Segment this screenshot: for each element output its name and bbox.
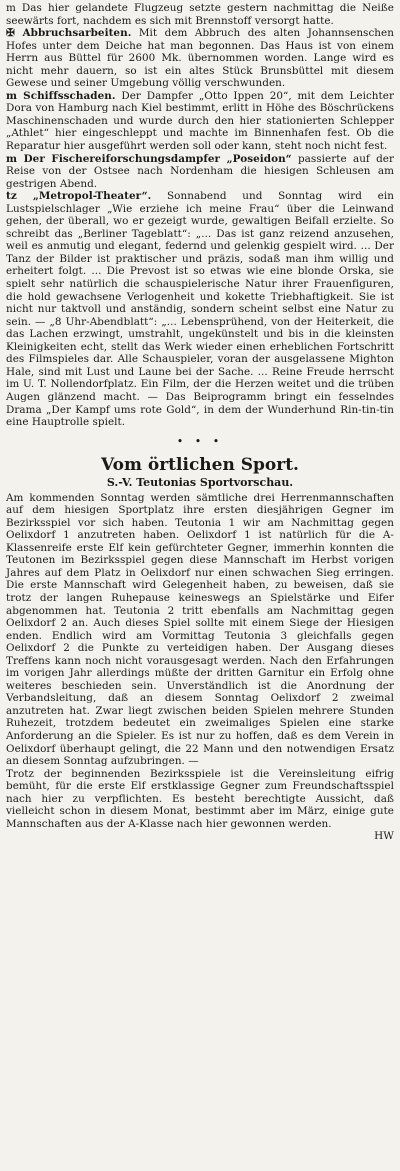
- news-item-text: m Das hier gelandete Flugzeug setzte gestern nachmittag die Neiße seewärts fort, nachdem es sich mit Brennstoff versorgt hatte.: [6, 2, 394, 27]
- news-item-flugzeug: [6, 2, 394, 27]
- newspaper-column: [6, 0, 394, 843]
- news-item-metropol: [6, 190, 394, 428]
- news-item-text: Der Dampfer „Otto Ippen 20“, mit dem Leichter Dora von Hamburg nach Kiel bestimmt, erlitt in Höhe des Böschrückens Maschinenschaden und wurde durch den hier stationierten Schlepper „Athlet“ hier eingeschleppt und machte im Binnenhafen fest. Ob die Reparatur hier ausgeführt werden soll oder kann, steht noch nicht fest.: [6, 89, 394, 153]
- news-item-abbruch: [6, 27, 394, 90]
- news-item-text: Mit dem Abbruch des alten Johannsenschen Hofes unter dem Deiche hat man begonnen. Das Haus ist von einem Herrn aus Büttel für 2600 Mk. übernommen worden. Lange wird es nicht mehr dauern, so ist ein altes Stück Brunsbüttel mit diesem Gewese und seiner Umgebung völlig verschwunden.: [6, 27, 394, 90]
- section-divider: • • •: [176, 434, 224, 448]
- news-item-heading: ✠ Abbruchsarbeiten.: [6, 27, 132, 40]
- sport-paragraph-1: Am kommenden Sonntag werden sämtliche drei Herrenmannschaften auf dem hiesigen Sportplatz ihre ersten diesjährigen Gegner im Bezirksspiel vor sich haben. Teutonia 1 wir am Nachmittag gegen Oelixdorf 1 anzutreten haben. Oelixdorf 1 ist natürlich für die A-Klassenreife erste Elf kein gefürchteter Gegner, immerhin konnten die Teutonen im Bezirksspiel gegen diese Mannschaft im Herbst vorigen Jahres auf dem Platz in Oelixdorf nur einen schwachen Sieg erringen. Die erste Mannschaft wird Gelegenheit haben, zu beweisen, daß sie trotz der langen Ruhepause keineswegs an Spielstärke und Eifer abgenommen hat. Teutonia 2 tritt ebenfalls am Nachmittag gegen Oelixdorf 2 an. Auch dieses Spiel sollte mit einem Siege der Hiesigen enden. Endlich wird am Vormittag Teutonia 3 gleichfalls gegen Oelixdorf 2 die Punkte zu verteidigen haben. Der Ausgang dieses Treffens kann noch nicht vorausgesagt werden. Nach den Erfahrungen im vorigen Jahr allerdings müßte der dritten Garnitur ein Erfolg ohne weiteres beschieden sein. Unverständlich ist die Anordnung der Verbandsleitung, daß an diesem Sonntag Oelixdorf 2 zweimal anzutreten hat. Zwar liegt zwischen beiden Spielen mehrere Stunden Ruhezeit, trotzdem bedeutet ein zweimaliges Spielen eine starke Anforderung an die Spieler. Es ist nur zu hoffen, daß es dem Verein in Oelixdorf überhaupt gelingt, die 22 Mann und den notwendigen Ersatz an diesem Sonntag aufzubringen. —: [6, 491, 394, 768]
- news-item-schiffsschaden: [6, 90, 394, 153]
- news-item-heading: m Schiffsschaden.: [6, 89, 116, 102]
- news-item-text: Sonnabend und Sonntag wird ein Lustspielschlager „Wie erziehe ich meine Frau“ über die Leinwand gehen, der überall, wo er gezeigt wurde, gewaltigen Beifall erzielte. So schreibt das „Berliner Tageblatt“: „... Das ist ganz reizend anzusehen, weil es anmutig und elegant, federnd und gelenkig gespielt wird. ... Der Tanz der Bilder ist praktischer und präzis, sodaß man ihm willig und erheitert folgt. ... Die Prevost ist so etwas wie eine blonde Orska, sie spielt sehr natürlich die schauspielerische Natur ihrer Frauenfiguren, die hold gewachsene Verlogenheit und kokette Triebhaftigkeit. Sie ist nicht nur taktvoll und anständig, sondern scheint selbst eine Natur zu sein. — „8 Uhr-Abendblatt“: „... Lebensprühend, von der Heiterkeit, die das Lachen erzwingt, umstrahlt, ungekünstelt und bis in die kleinsten Kleinigkeiten echt, stellt das Werk wieder einen erheblichen Fortschritt des Filmspieles dar. Alle Schauspieler, voran der ausgelassene Mighton Hale, sind mit Lust und Laune bei der Sache. ... Reine Freude herrscht im U. T. Nollendorfplatz. Ein Film, der die Herzen weitet und die trüben Augen glänzend macht. — Das Beiprogramm bringt ein fesselndes Drama „Der Kampf ums rote Gold“, in dem der Wunderhund Rin-tin-tin eine Hauptrolle spielt.: [6, 190, 394, 429]
- sport-paragraph-2: [6, 768, 394, 831]
- sport-subheadline: S.-V. Teutonias Sportvorschau.: [106, 475, 294, 489]
- sport-paragraph-2-text: Trotz der beginnenden Bezirksspiele ist die Vereinsleitung eifrig bemüht, für die erste Elf erstklassige Gegner zum Freundschaftsspiel nach hier zu verpflichten. Es besteht berechtigte Aussicht, daß vielleicht schon in diesem Monat, bestimmt aber im März, einige gute Mannschaften aus der A-Klasse nach hier gewonnen werden.: [6, 767, 394, 830]
- news-item-heading: m Der Fischereiforschungsdampfer „Poseidon“: [6, 152, 292, 165]
- sport-headline: Vom örtlichen Sport.: [101, 454, 299, 475]
- news-item-poseidon: [6, 153, 394, 191]
- news-item-text: passierte auf der Reise von der Ostsee nach Nordenham die hiesigen Schleusen am gestrigen Abend.: [6, 152, 394, 190]
- author-signature: HW: [374, 830, 394, 843]
- news-item-heading: tz „Metropol-Theater“.: [6, 190, 152, 203]
